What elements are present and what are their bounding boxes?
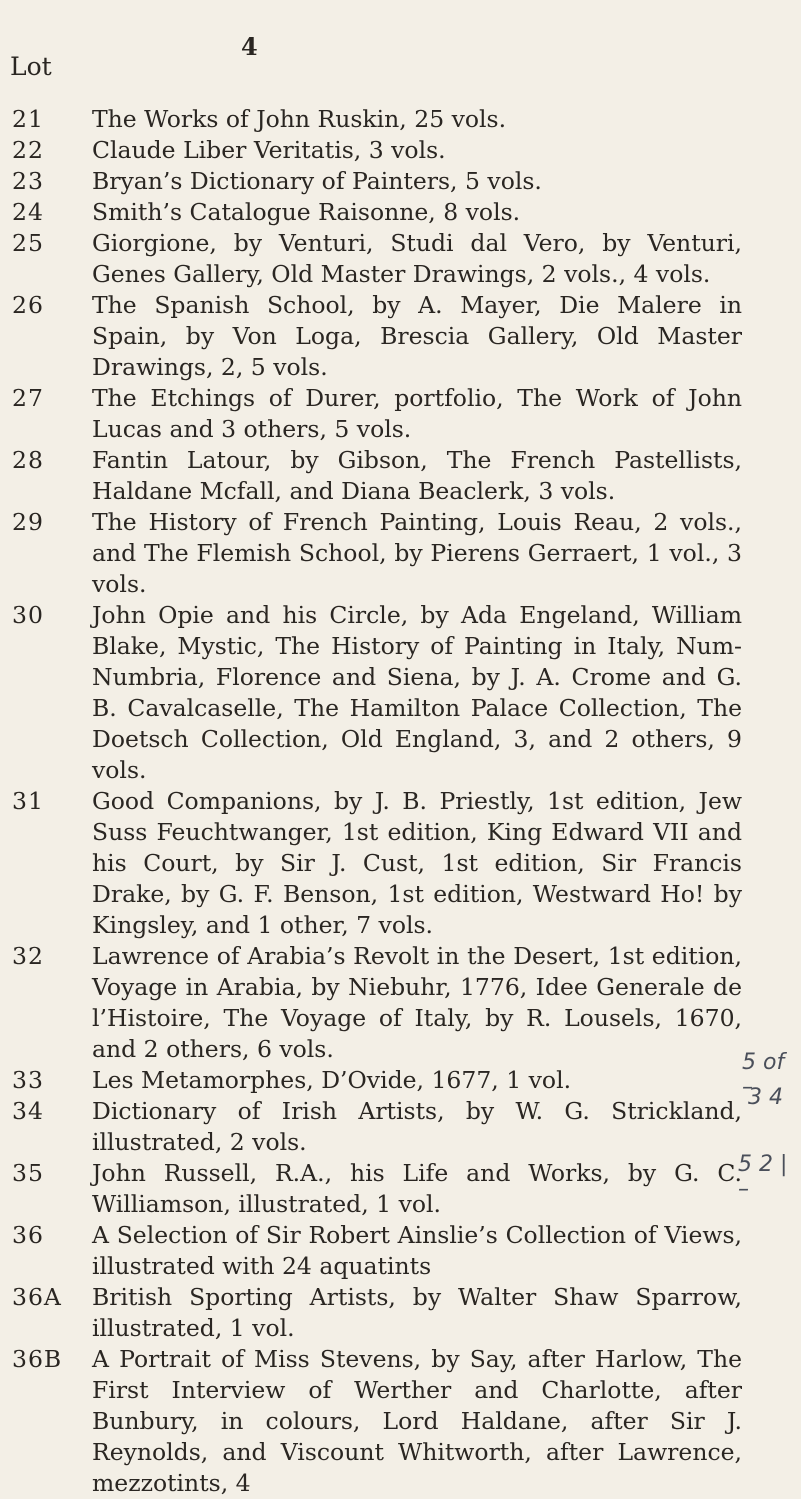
lot-description: British Sporting Artists, by Walter Shaw Sparrow, illustrated, 1 vol. bbox=[92, 1283, 742, 1342]
lot-number: 27 bbox=[12, 384, 44, 412]
lot-description: Dictionary of Irish Artists, by W. G. Strickland, illustrated, 2 vols. bbox=[92, 1097, 742, 1156]
lot-number: 25 bbox=[12, 229, 44, 257]
lot-list bbox=[0, 104, 801, 1499]
lot-description: Giorgione, by Venturi, Studi dal Vero, by Venturi, Genes Gallery, Old Master Drawings, 2 vols., 4 vols. bbox=[92, 229, 742, 288]
lot-entry bbox=[0, 445, 801, 507]
lot-description: John Opie and his Circle, by Ada Engeland, William Blake, Mystic, The History of Painting in Italy, Num-Numbria, Florence and Siena, by J. A. Crome and G. B. Cavalcaselle, The Hamilton Palace Collection, The Doetsch Collection, Old England, 3, and 2 others, 9 vols. bbox=[92, 601, 742, 784]
lot-entry bbox=[0, 1282, 801, 1344]
lot-number: 35 bbox=[12, 1159, 44, 1187]
lot-number: 23 bbox=[12, 167, 44, 195]
lot-description: A Selection of Sir Robert Ainslie’s Collection of Views, illustrated with 24 aquatints bbox=[92, 1221, 742, 1280]
lot-number: 24 bbox=[12, 198, 44, 226]
lot-entry bbox=[0, 104, 801, 135]
page-number: 4 bbox=[241, 32, 258, 61]
lot-entry bbox=[0, 290, 801, 383]
lot-entry bbox=[0, 507, 801, 600]
lot-number: 28 bbox=[12, 446, 44, 474]
lot-entry bbox=[0, 941, 801, 1065]
lot-entry bbox=[0, 786, 801, 941]
lot-entry bbox=[0, 1065, 801, 1096]
lot-description: The Etchings of Durer, portfolio, The Work of John Lucas and 3 others, 5 vols. bbox=[92, 384, 742, 443]
lot-description: The History of French Painting, Louis Reau, 2 vols., and The Flemish School, by Pierens Gerraert, 1 vol., 3 vols. bbox=[92, 508, 742, 598]
lot-entry bbox=[0, 1344, 801, 1499]
lot-number: 21 bbox=[12, 105, 44, 133]
handwritten-price-note: 5 2 | – bbox=[738, 1152, 788, 1202]
lot-description: Lawrence of Arabia’s Revolt in the Desert, 1st edition, Voyage in Arabia, by Niebuhr, 1776, Idee Generale de l’Histoire, The Voyage of Italy, by R. Lousels, 1670, and 2 others, 6 vols. bbox=[92, 942, 742, 1063]
lot-description: The Works of John Ruskin, 25 vols. bbox=[92, 105, 507, 133]
lot-number: 36A bbox=[12, 1283, 62, 1311]
lot-entry bbox=[0, 1096, 801, 1158]
lot-description: Les Metamorphes, D’Ovide, 1677, 1 vol. bbox=[92, 1066, 572, 1094]
lot-entry bbox=[0, 228, 801, 290]
lot-number: 33 bbox=[12, 1066, 44, 1094]
lot-number: 30 bbox=[12, 601, 44, 629]
handwritten-price-note: 3 4 bbox=[748, 1085, 783, 1110]
lot-entry bbox=[0, 135, 801, 166]
lot-description: Good Companions, by J. B. Priestly, 1st edition, Jew Suss Feuchtwanger, 1st edition, King Edward VII and his Court, by Sir J. Cust, 1st edition, Sir Francis Drake, by G. F. Benson, 1st edition, Westward Ho! by Kingsley, and 1 other, 7 vols. bbox=[92, 787, 742, 939]
lot-number: 26 bbox=[12, 291, 44, 319]
lot-number: 31 bbox=[12, 787, 44, 815]
lot-number: 29 bbox=[12, 508, 44, 536]
lot-entry bbox=[0, 197, 801, 228]
handwritten-price-note: 5 of – bbox=[742, 1050, 785, 1100]
lot-description: John Russell, R.A., his Life and Works, by G. C. Williamson, illustrated, 1 vol. bbox=[92, 1159, 742, 1218]
lot-number: 36B bbox=[12, 1345, 63, 1373]
lot-description: Claude Liber Veritatis, 3 vols. bbox=[92, 136, 446, 164]
lot-number: 32 bbox=[12, 942, 44, 970]
lot-description: The Spanish School, by A. Mayer, Die Malere in Spain, by Von Loga, Brescia Gallery, Old Master Drawings, 2, 5 vols. bbox=[92, 291, 742, 381]
lot-entry bbox=[0, 600, 801, 786]
lot-description: A Portrait of Miss Stevens, by Say, after Harlow, The First Interview of Werther and Charlotte, after Bunbury, in colours, Lord Haldane, after Sir J. Reynolds, and Viscount Whitworth, after Lawrence, mezzotints, 4 bbox=[92, 1345, 742, 1497]
lot-description: Fantin Latour, by Gibson, The French Pastellists, Haldane Mcfall, and Diana Beaclerk, 3 vols. bbox=[92, 446, 742, 505]
lot-entry bbox=[0, 1220, 801, 1282]
lot-description: Smith’s Catalogue Raisonne, 8 vols. bbox=[92, 198, 521, 226]
lot-description: Bryan’s Dictionary of Painters, 5 vols. bbox=[92, 167, 542, 195]
lot-number: 22 bbox=[12, 136, 44, 164]
lot-entry bbox=[0, 383, 801, 445]
lot-entry bbox=[0, 1158, 801, 1220]
lot-column-heading: Lot bbox=[10, 52, 52, 81]
lot-number: 36 bbox=[12, 1221, 44, 1249]
lot-entry bbox=[0, 166, 801, 197]
lot-number: 34 bbox=[12, 1097, 44, 1125]
